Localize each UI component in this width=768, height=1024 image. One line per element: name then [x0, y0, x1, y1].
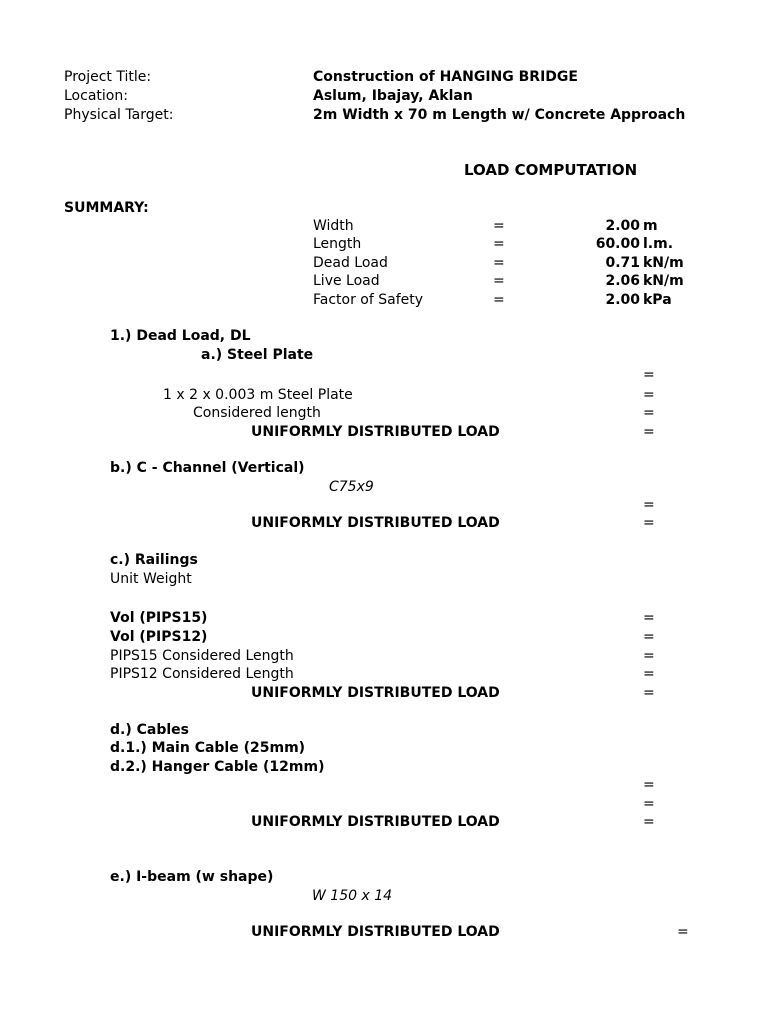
- equals-sign: =: [643, 814, 655, 830]
- cables-heading: d.) Cables: [110, 722, 189, 738]
- udl-ibeam: UNIFORMLY DISTRIBUTED LOAD: [251, 924, 500, 940]
- equals-sign: =: [643, 610, 655, 626]
- summary-unit: l.m.: [643, 236, 674, 252]
- summary-eq: =: [493, 236, 505, 252]
- c-channel-heading: b.) C - Channel (Vertical): [110, 460, 305, 476]
- physical-target-value: 2m Width x 70 m Length w/ Concrete Approach: [313, 107, 686, 123]
- railings-heading: c.) Railings: [110, 552, 198, 568]
- udl-steel-plate: UNIFORMLY DISTRIBUTED LOAD: [251, 424, 500, 440]
- summary-label-factor-of-safety: Factor of Safety: [313, 292, 424, 308]
- equals-sign: =: [643, 648, 655, 664]
- equals-sign: =: [643, 367, 655, 383]
- equals-sign: =: [643, 387, 655, 403]
- summary-label-dead-load: Dead Load: [313, 255, 388, 271]
- railings-vol-pips12: Vol (PIPS12): [110, 629, 208, 645]
- c-channel-section: C75x9: [329, 479, 374, 495]
- railings-unit-weight: Unit Weight: [110, 571, 192, 587]
- equals-sign: =: [643, 777, 655, 793]
- equals-sign: =: [643, 685, 655, 701]
- equals-sign: =: [677, 924, 689, 940]
- equals-sign: =: [643, 424, 655, 440]
- summary-label-width: Width: [313, 218, 354, 234]
- equals-sign: =: [643, 405, 655, 421]
- railings-pips12-length: PIPS12 Considered Length: [110, 666, 294, 682]
- project-title-value: Construction of HANGING BRIDGE: [313, 69, 578, 85]
- project-title-label: Project Title:: [64, 69, 152, 85]
- equals-sign: =: [643, 497, 655, 513]
- steel-plate-dimension: 1 x 2 x 0.003 m Steel Plate: [163, 387, 353, 403]
- udl-railings: UNIFORMLY DISTRIBUTED LOAD: [251, 685, 500, 701]
- summary-eq: =: [493, 255, 505, 271]
- summary-unit: m: [643, 218, 658, 234]
- summary-value-width: 2.00: [605, 218, 640, 234]
- main-cable: d.1.) Main Cable (25mm): [110, 740, 306, 756]
- summary-value-length: 60.00: [595, 236, 640, 252]
- summary-unit: kN/m: [643, 255, 684, 271]
- summary-value-dead-load: 0.71: [605, 255, 640, 271]
- physical-target-label: Physical Target:: [64, 107, 174, 123]
- ibeam-section: W 150 x 14: [312, 888, 393, 904]
- equals-sign: =: [643, 666, 655, 682]
- summary-eq: =: [493, 273, 505, 289]
- summary-value-factor-of-safety: 2.00: [605, 292, 640, 308]
- ibeam-heading: e.) I-beam (w shape): [110, 869, 274, 885]
- summary-heading: SUMMARY:: [64, 200, 149, 216]
- location-label: Location:: [64, 88, 128, 104]
- udl-c-channel: UNIFORMLY DISTRIBUTED LOAD: [251, 515, 500, 531]
- railings-pips15-length: PIPS15 Considered Length: [110, 648, 294, 664]
- steel-plate-considered-length: Considered length: [193, 405, 321, 421]
- page-title: LOAD COMPUTATION: [464, 161, 638, 179]
- equals-sign: =: [643, 796, 655, 812]
- location-value: Aslum, Ibajay, Aklan: [313, 88, 473, 104]
- railings-vol-pips15: Vol (PIPS15): [110, 610, 208, 626]
- equals-sign: =: [643, 515, 655, 531]
- equals-sign: =: [643, 629, 655, 645]
- summary-value-live-load: 2.06: [605, 273, 640, 289]
- dead-load-heading: 1.) Dead Load, DL: [110, 328, 251, 344]
- steel-plate-heading: a.) Steel Plate: [201, 347, 314, 363]
- summary-label-length: Length: [313, 236, 362, 252]
- summary-unit: kPa: [643, 292, 672, 308]
- summary-unit: kN/m: [643, 273, 684, 289]
- udl-cables: UNIFORMLY DISTRIBUTED LOAD: [251, 814, 500, 830]
- summary-eq: =: [493, 218, 505, 234]
- summary-eq: =: [493, 292, 505, 308]
- hanger-cable: d.2.) Hanger Cable (12mm): [110, 759, 325, 775]
- summary-label-live-load: Live Load: [313, 273, 380, 289]
